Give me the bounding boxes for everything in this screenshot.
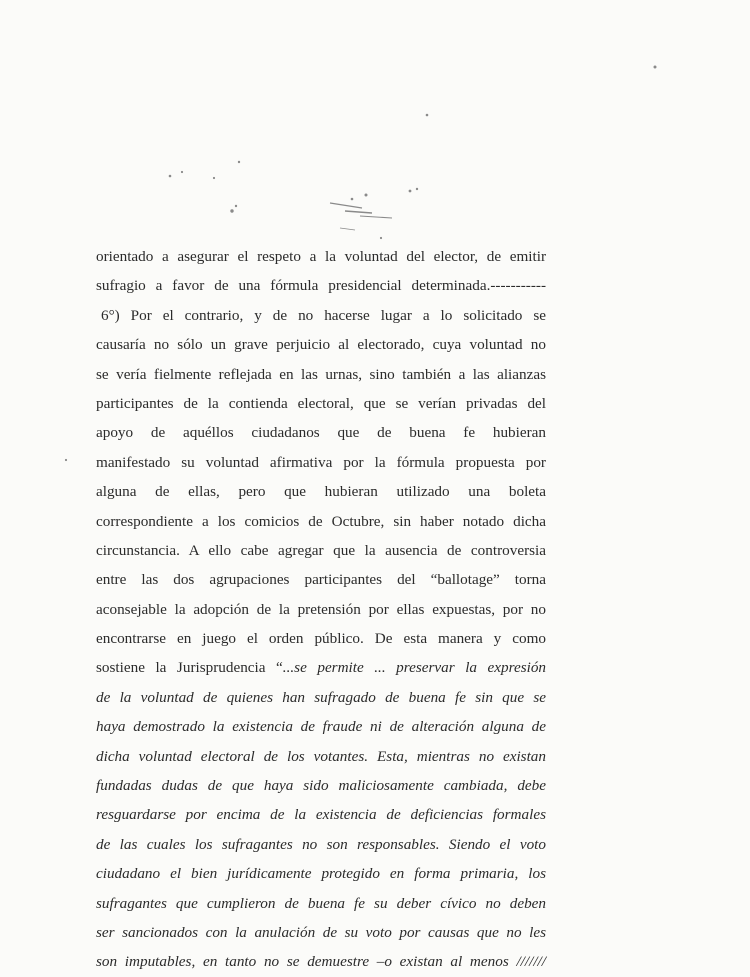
text-line: causaría no sólo un grave perjuicio al electorado, cuya voluntad no xyxy=(96,336,546,354)
text-line: alguna de ellas, pero que hubieran utilizado una boleta xyxy=(96,483,546,501)
text-line: aconsejable la adopción de la pretensión por ellas expuestas, por no xyxy=(96,600,546,618)
quote-line: dicha voluntad electoral de los votantes. Esta, mientras no existan xyxy=(96,747,546,765)
quote-line: ser sancionados con la anulación de su voto por causas que no les xyxy=(96,923,546,941)
quote-segment: ...se permite ... preservar la expresión xyxy=(282,659,547,677)
text-line: apoyo de aquéllos ciudadanos que de buena fe hubieran xyxy=(96,424,546,442)
text-line: sufragio a favor de una fórmula presidencial determinada.----------- xyxy=(96,277,546,295)
quote-line: son imputables, en tanto no se demuestre –o existan al menos /////// xyxy=(96,953,546,971)
text-line: encontrarse en juego el orden público. De esta manera y como xyxy=(96,630,546,648)
quote-line: de la voluntad de quienes han sufragado de buena fe sin que se xyxy=(96,688,546,706)
quote-line: ciudadano el bien jurídicamente protegido en forma primaria, los xyxy=(96,865,546,883)
text-line: orientado a asegurar el respeto a la voluntad del elector, de emitir xyxy=(96,248,546,265)
quote-line: haya demostrado la existencia de fraude ni de alteración alguna de xyxy=(96,718,546,736)
quote-line: fundadas dudas de que haya sido maliciosamente cambiada, debe xyxy=(96,777,546,795)
quote-line: resguardarse por encima de la existencia de deficiencias formales xyxy=(96,806,546,824)
text-line-mixed xyxy=(96,653,546,682)
text-line: circunstancia. A ello cabe agregar que la ausencia de controversia xyxy=(96,541,546,559)
text-line: correspondiente a los comicios de Octubre, sin haber notado dicha xyxy=(96,512,546,530)
text-segment: sostiene la Jurisprudencia “ xyxy=(96,659,283,677)
body-text xyxy=(96,242,546,977)
text-line: 6°) Por el contrario, y de no hacerse lugar a lo solicitado se xyxy=(101,306,546,324)
quote-line: de las cuales los sufragantes no son responsables. Siendo el voto xyxy=(96,835,546,853)
text-line: entre las dos agrupaciones participantes del “ballotage” torna xyxy=(96,571,546,589)
quote-line: sufragantes que cumplieron de buena fe su deber cívico no deben xyxy=(96,894,546,912)
text-line: manifestado su voluntad afirmativa por la fórmula propuesta por xyxy=(96,453,546,471)
text-line: participantes de la contienda electoral, que se verían privadas del xyxy=(96,394,546,412)
text-line: se vería fielmente reflejada en las urnas, sino también a las alianzas xyxy=(96,365,546,383)
